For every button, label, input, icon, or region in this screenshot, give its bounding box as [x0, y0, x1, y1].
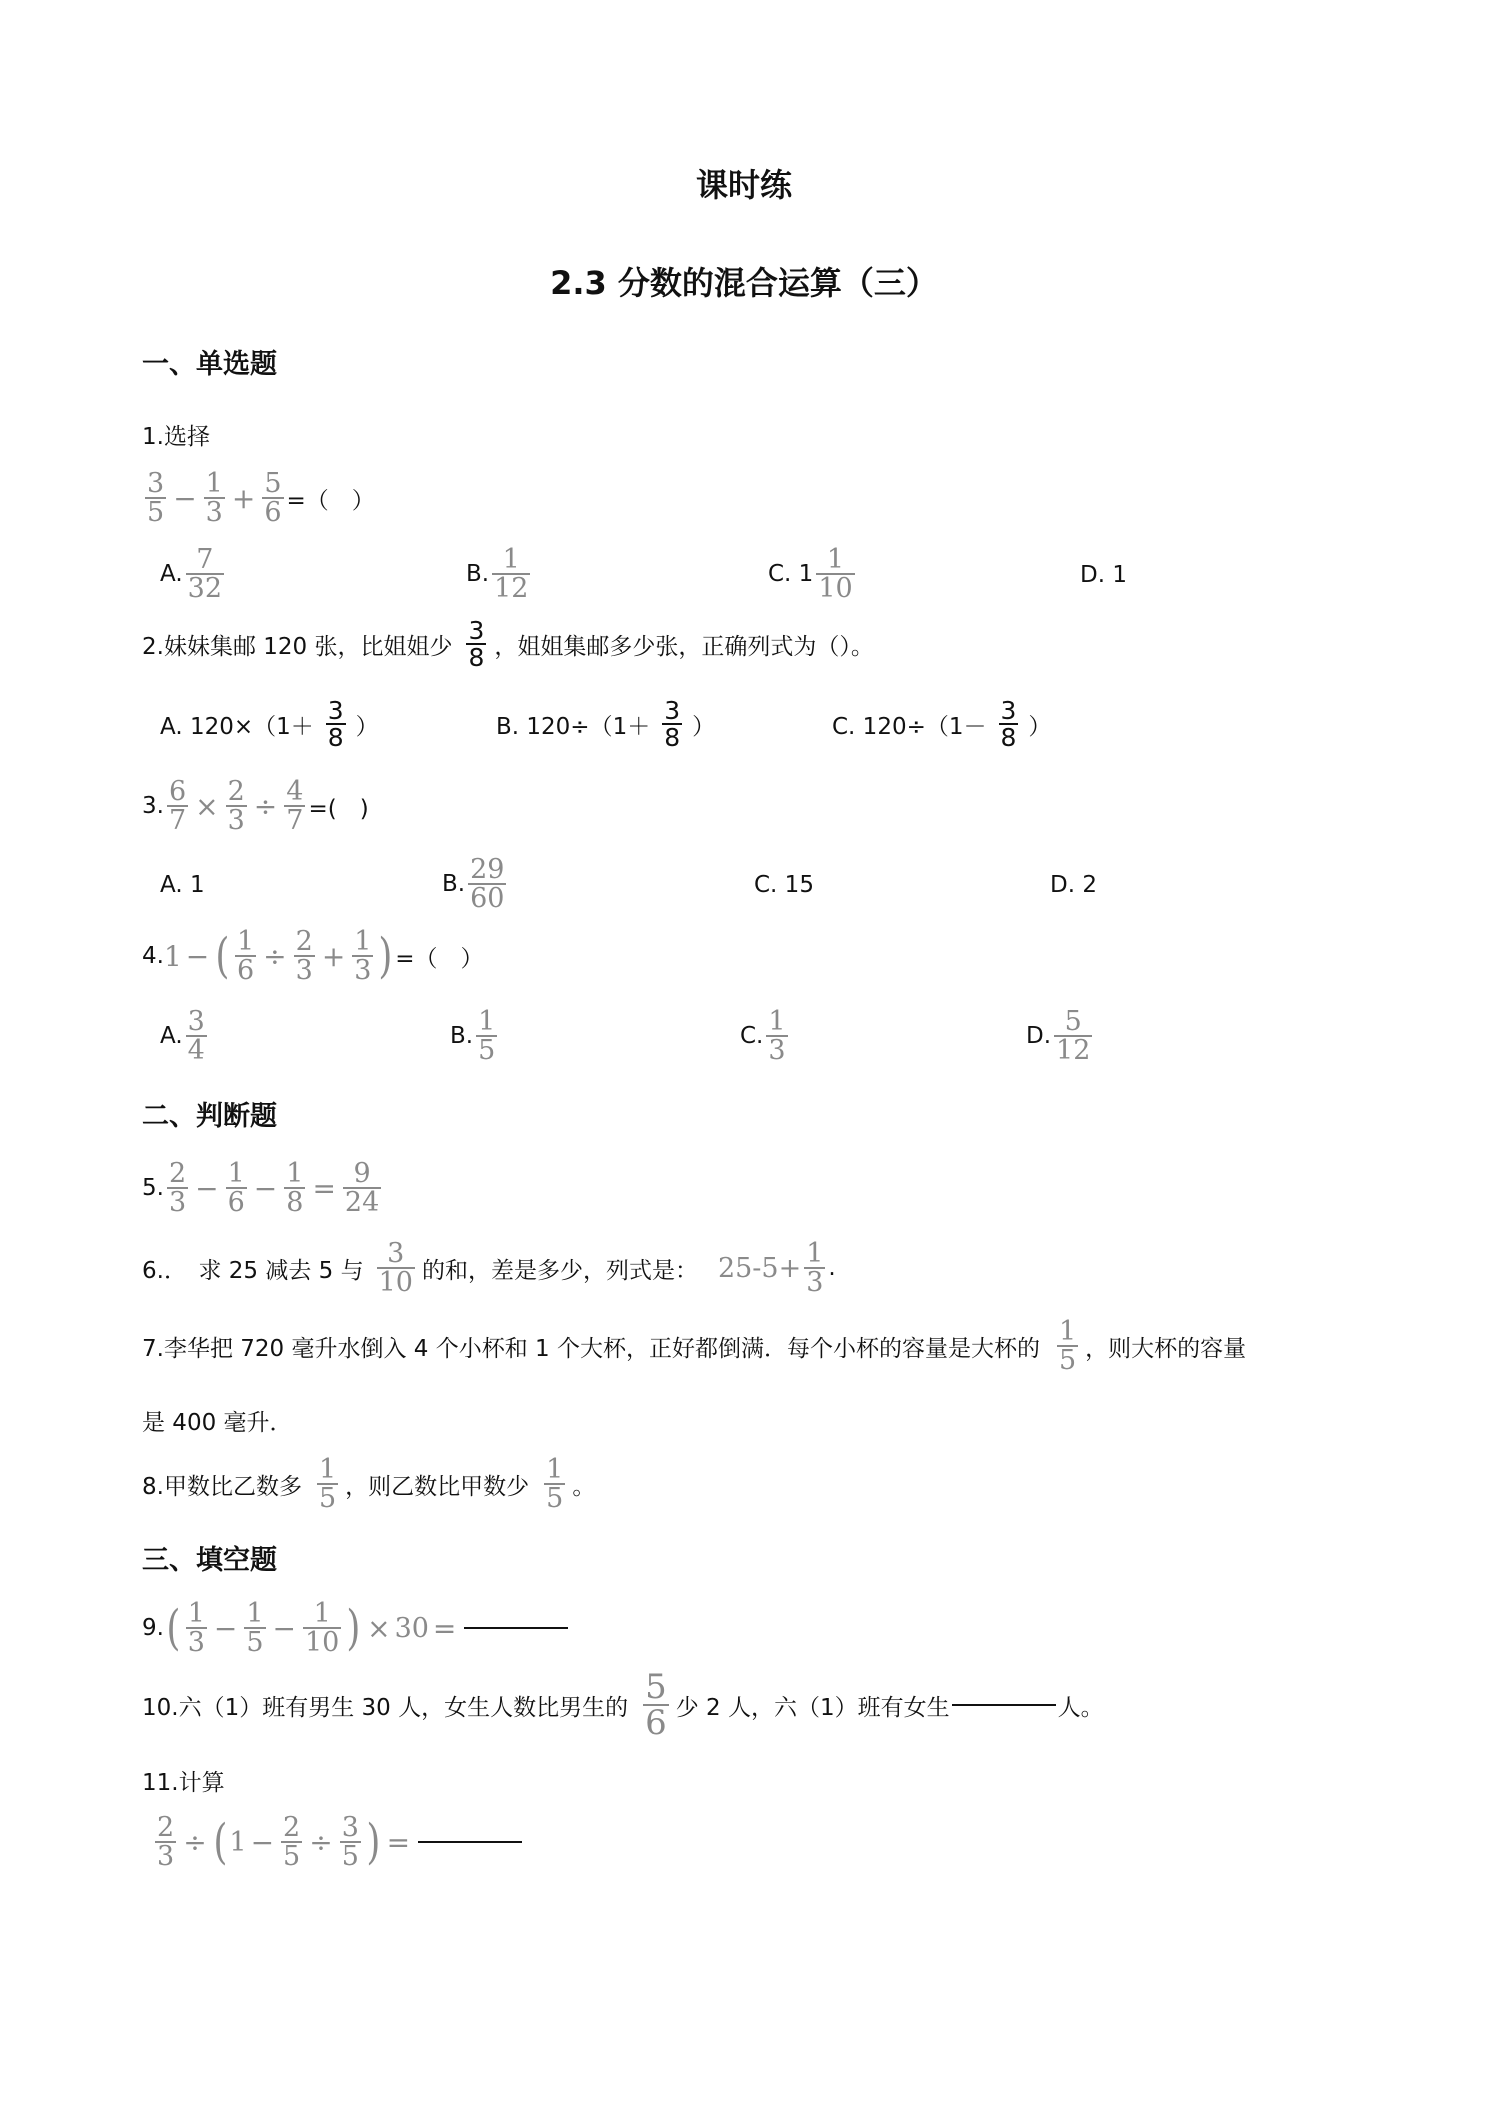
option-a[interactable]: A. $\frac{7}{32}$ — [160, 544, 222, 604]
option-d[interactable]: D. $\frac{5}{12}$ — [1026, 1006, 1091, 1066]
question-9-expression: 9. ( 1 3 − $\frac{1}{5}$ − $\frac{1}{10}$ ) × 30 = — [142, 1600, 568, 1656]
question-10: 10.六（1）班有男生 30 人，女生人数比男生的 $\frac{5}{6}$ 少 2 人，六（1）班有女生 人。 — [142, 1667, 1104, 1743]
section-heading: 三、填空题 — [142, 1545, 277, 1576]
option-a[interactable]: A. 1 — [160, 872, 205, 898]
option-c[interactable]: C. $\frac{1}{3}$ — [740, 1006, 786, 1066]
question-7-line1: 7.李华把 720 毫升水倒入 4 个小杯和 1 个大杯，正好都倒满．每个小杯的容量是大杯的 $\frac{1}{5}$ ，则大杯的容量 — [142, 1316, 1247, 1376]
question-11-expression: $\frac{2}{3}$ ÷ ( 1 − $\frac{2}{5}$ ÷ $\frac{3}{5}$ ) = — [152, 1814, 522, 1870]
option-c[interactable]: C. 15 — [754, 872, 814, 898]
answer-blank[interactable] — [952, 1704, 1056, 1706]
question-7-line2: 是 400 毫升． — [142, 1410, 293, 1436]
option-a[interactable]: A. 120×（1＋ 3 8 ） — [160, 696, 379, 752]
question-8: 8.甲数比乙数多 $\frac{1}{5}$ ，则乙数比甲数少 $\frac{1}{5}$ 。 — [142, 1454, 596, 1514]
question-6: 6.． 求 25 减去 5 与 $\frac{3}{10}$ 的和，差是多少，列式是： 25-5+ $\frac{1}{3}$ . — [142, 1238, 836, 1298]
question-1-expression: 3 5 − $\frac{1}{3}$ + $\frac{5}{6}$ =（ ） — [147, 468, 375, 528]
option-c[interactable]: C. 1 $\frac{1}{10}$ — [768, 544, 853, 604]
question-11-prompt: 11.计算 — [142, 1770, 225, 1796]
option-b[interactable]: B. 120÷（1＋ 3 8 ） — [496, 696, 716, 752]
option-d[interactable]: D. 1 — [1080, 562, 1127, 588]
question-1-prompt: 1.选择 — [142, 424, 210, 450]
page-subtitle: 2.3 分数的混合运算（三） — [550, 264, 938, 302]
answer-blank[interactable] — [464, 1627, 568, 1629]
option-a[interactable]: A. $\frac{3}{4}$ — [160, 1006, 205, 1066]
question-4-expression: 4. 1 − ( $\frac{1}{6}$ ÷ $\frac{2}{3}$ + $\frac{1}{3}$ ) =（ ） — [142, 926, 484, 986]
question-3-expression: 3. $\frac{6}{7}$ × $\frac{2}{3}$ ÷ $\frac{4}{7}$ =( ) — [142, 776, 369, 836]
option-c[interactable]: C. 120÷（1－ 3 8 ） — [832, 696, 1052, 752]
option-b[interactable]: B. $\frac{29}{60}$ — [442, 854, 505, 914]
section-heading: 一、单选题 — [142, 349, 277, 380]
question-2: 2.妹妹集邮 120 张，比姐姐少 3 8 ，姐姐集邮多少张，正确列式为（）。 — [142, 616, 874, 672]
option-d[interactable]: D. 2 — [1050, 872, 1097, 898]
option-b[interactable]: B. $\frac{1}{5}$ — [450, 1006, 496, 1066]
option-b[interactable]: B. $\frac{1}{12}$ — [466, 544, 529, 604]
answer-blank[interactable] — [418, 1841, 522, 1843]
page-title: 课时练 — [695, 166, 792, 204]
question-5-expression: 5. 2 3 − $\frac{1}{6}$ − $\frac{1}{8}$ = $\frac{9}{24}$ — [142, 1158, 380, 1218]
section-heading: 二、判断题 — [142, 1101, 277, 1132]
